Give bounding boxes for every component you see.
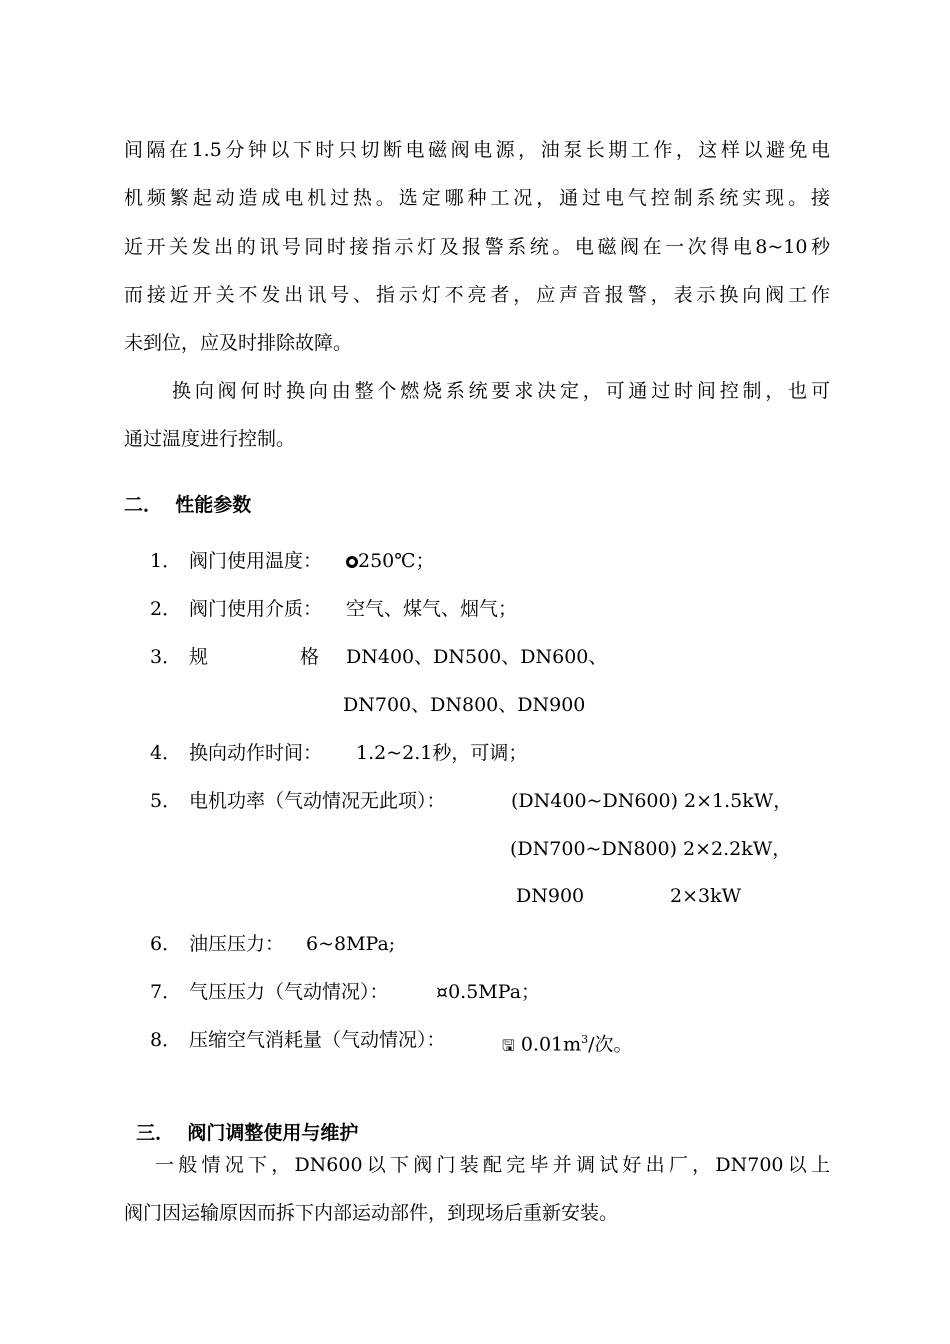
item-number: 3．: [150, 646, 182, 668]
paragraph-line: 间隔在1.5分钟以下时只切断电磁阀电源，油泵长期工作，这样以避免电: [124, 139, 830, 161]
paragraph-line: 机频繁起动造成电机过热。选定哪种工况，通过电气控制系统实现。接: [124, 187, 830, 209]
item-value: 6~8MPa;: [306, 933, 396, 955]
currency-symbol-icon: ¤: [436, 981, 449, 1003]
item-label: 换向动作时间：: [189, 742, 323, 764]
item-number: 5．: [150, 790, 182, 812]
floppy-symbol-icon: 🖫: [502, 1036, 515, 1055]
item-number: 7．: [150, 981, 182, 1003]
item-number: 1．: [150, 550, 182, 572]
item-value: 250℃；: [358, 550, 435, 572]
item-value: 1.2~2.1秒，可调；: [356, 742, 528, 764]
item-value: 0.01m: [520, 1033, 582, 1056]
item-value: (DN400~DN600) 2×1.5kW，: [511, 790, 793, 812]
circle-symbol-icon: [346, 556, 358, 568]
item-label: 阀门使用温度：: [189, 550, 323, 572]
item-label-part: 格: [300, 646, 320, 668]
item-label: 油压压力：: [189, 933, 285, 955]
item-label: 气压压力（气动情况）：: [189, 981, 389, 1003]
item-label: 压缩空气消耗量（气动情况）：: [189, 1029, 446, 1051]
item-value: 0.5MPa；: [448, 981, 541, 1003]
item-label-part: 规: [189, 646, 209, 668]
paragraph-line: 而接近开关不发出讯号、指示灯不亮者，应声音报警，表示换向阀工作: [124, 284, 830, 306]
paragraph-line: 未到位，应及时排除故障。: [124, 332, 353, 354]
item-value: DN400、DN500、DN600、: [346, 646, 608, 668]
item-value: 空气、煤气、烟气；: [346, 598, 518, 620]
paragraph-line: 近开关发出的讯号同时接指示灯及报警系统。电磁阀在一次得电8~10秒: [124, 236, 830, 258]
item-number: 6．: [150, 933, 182, 955]
paragraph-line: 一般情况下，DN600以下阀门装配完毕并调试好出厂，DN700以上: [155, 1154, 830, 1176]
item-value: (DN700~DN800) 2×2.2kW，: [510, 838, 792, 860]
item-label: 阀门使用介质：: [189, 598, 323, 620]
paragraph-line: 阀门因运输原因而拆下内部运动部件，到现场后重新安装。: [124, 1202, 619, 1224]
item-value: DN900: [516, 885, 585, 907]
item-number: 2．: [150, 598, 182, 620]
section-heading-performance: 二． 性能参数: [124, 494, 252, 516]
item-value: DN700、DN800、DN900: [343, 694, 586, 716]
item-number: 8．: [150, 1029, 182, 1051]
section-heading-maintenance: [124, 1097, 358, 1145]
item-value-row: [502, 1028, 633, 1057]
item-value: 2×3kW: [670, 885, 742, 907]
paragraph-line: 换向阀何时换向由整个燃烧系统要求决定，可通过时间控制，也可: [172, 380, 830, 402]
item-label: 电机功率（气动情况无此项）：: [189, 790, 446, 812]
superscript: 3: [581, 1033, 589, 1046]
paragraph-line: 通过温度进行控制。: [124, 428, 296, 450]
item-value-tail: /次。: [588, 1033, 633, 1056]
item-number: 4．: [150, 742, 182, 764]
item-value-row: [346, 549, 435, 573]
item-value-row: [436, 980, 540, 1004]
heading-text: 三． 阀门调整使用与维护: [136, 1122, 359, 1144]
